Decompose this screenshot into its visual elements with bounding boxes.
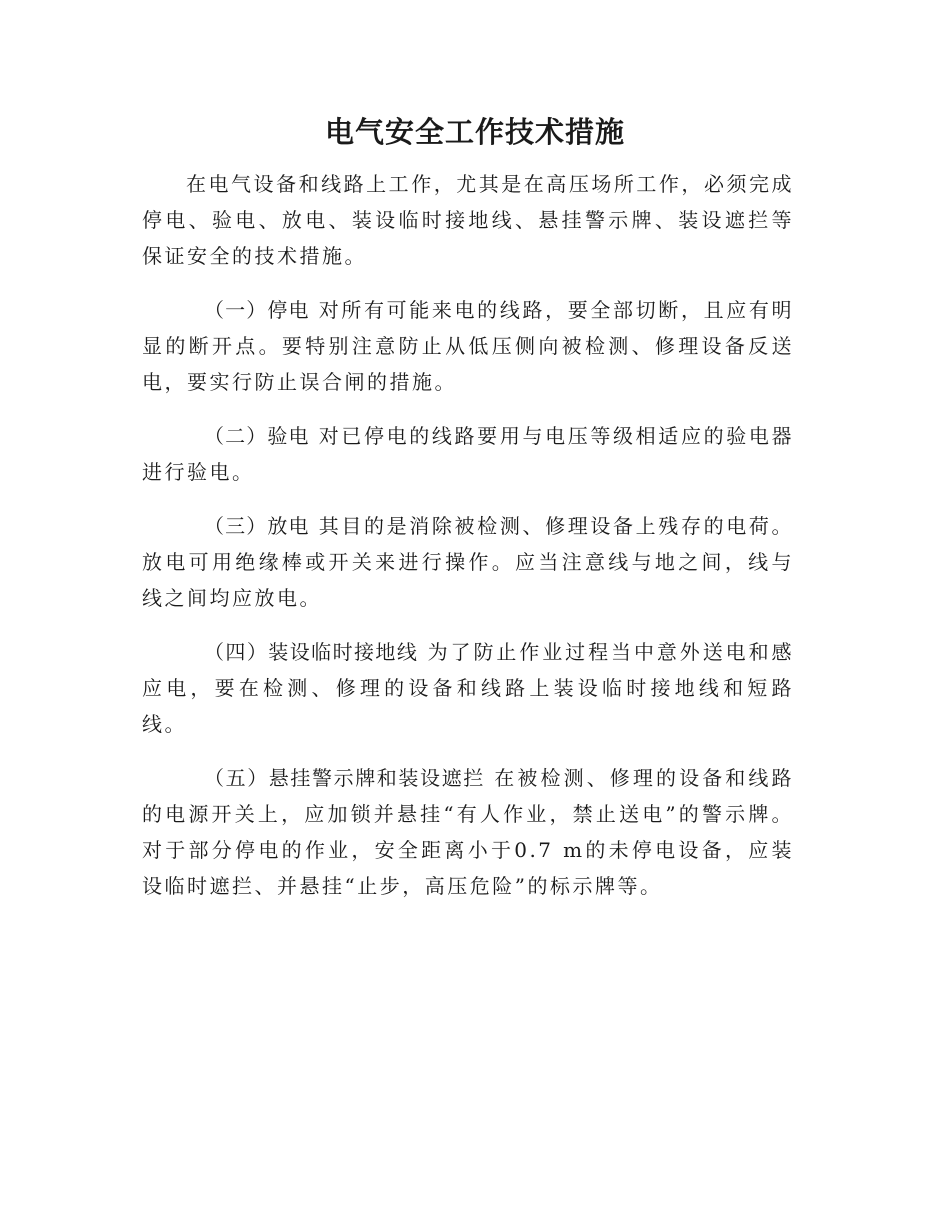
section-text: 为了防止作业过程当中意外送电和感应电，要在检测、修理的设备和线路上装设临时接地线和短路线。 — [142, 640, 795, 736]
section-warning-signs — [142, 760, 794, 904]
section-heading: （一）停电 — [204, 298, 310, 322]
section-heading: （四）装设临时接地线 — [204, 640, 419, 664]
section-heading: （五）悬挂警示牌和装设遮拦 — [204, 766, 485, 790]
section-heading: （三）放电 — [204, 514, 310, 538]
section-text: 对已停电的线路要用与电压等级相适应的验电器进行验电。 — [142, 424, 795, 484]
intro-paragraph: 在电气设备和线路上工作，尤其是在高压场所工作，必须完成停电、验电、放电、装设临时接地线、悬挂警示牌、装设遮拦等保证安全的技术措施。 — [142, 172, 794, 268]
document-title: 电气安全工作技术措施 — [324, 115, 625, 149]
section-text: 在被检测、修理的设备和线路的电源开关上，应加锁并悬挂“有人作业，禁止送电”的警示牌。对于部分停电的作业，安全距离小于0.7 m的未停电设备，应装设临时遮拦、并悬挂“止步，高压危险”的标示牌等。 — [142, 766, 795, 898]
section-discharge — [142, 508, 794, 616]
document-body — [142, 166, 794, 922]
section-grounding — [142, 634, 794, 742]
section-heading: （二）验电 — [204, 424, 310, 448]
section-text: 其目的是消除被检测、修理设备上残存的电荷。放电可用绝缘棒或开关来进行操作。应当注意线与地之间，线与线之间均应放电。 — [142, 514, 795, 610]
section-text: 对所有可能来电的线路，要全部切断，且应有明显的断开点。要特别注意防止从低压侧向被检测、修理设备反送电，要实行防止误合闸的措施。 — [142, 298, 795, 394]
section-voltage-test — [142, 418, 794, 490]
section-power-off — [142, 292, 794, 400]
